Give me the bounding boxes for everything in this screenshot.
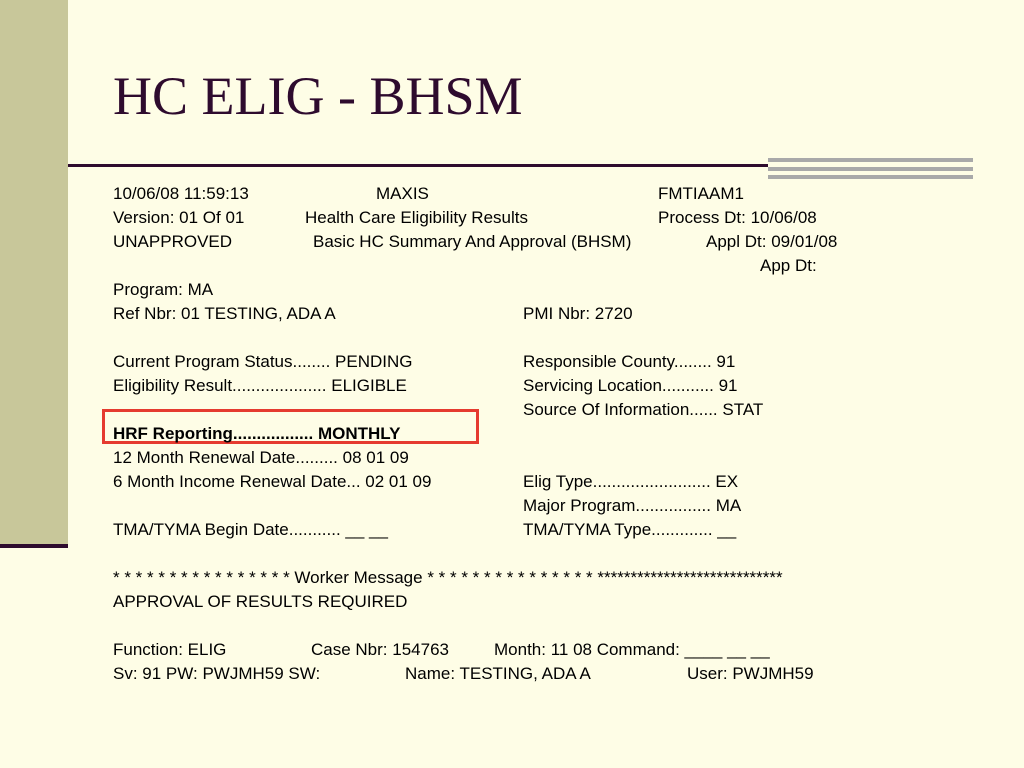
elig-type: Elig Type......................... EX (523, 472, 739, 491)
screen-row-blank-2 (113, 542, 993, 566)
screen-row-program (113, 278, 993, 302)
screen-row-tma (113, 518, 993, 542)
screen-row-hrf (113, 422, 993, 446)
current-program-status: Current Program Status........ PENDING (113, 352, 413, 371)
tma-begin-date: TMA/TYMA Begin Date........... __ __ (113, 520, 388, 539)
major-program: Major Program................ MA (523, 496, 742, 515)
worker-message-header: * * * * * * * * * * * * * * * * Worker Message * * * * * * * * * * * * * * * **************************** (113, 568, 783, 587)
screen-row-6-month-renewal (113, 470, 993, 494)
maxis-screen-text (113, 182, 993, 686)
income-renewal-date-6-month: 6 Month Income Renewal Date... 02 01 09 (113, 472, 432, 491)
process-date: Process Dt: 10/06/08 (658, 208, 817, 227)
screen-row-source (113, 398, 993, 422)
renewal-date-12-month: 12 Month Renewal Date......... 08 01 09 (113, 448, 409, 467)
version: Version: 01 Of 01 (113, 208, 245, 227)
appl-date: Appl Dt: 09/01/08 (706, 232, 838, 251)
screen-id: FMTIAAM1 (658, 184, 744, 203)
case-number: Case Nbr: 154763 (311, 640, 449, 659)
eligibility-result: Eligibility Result.................... ELIGIBLE (113, 376, 407, 395)
accent-bar-bottom (768, 175, 973, 179)
accent-bar-middle (768, 167, 973, 171)
month-command: Month: 11 08 Command: ____ __ __ (494, 640, 770, 659)
screen-row-function (113, 638, 993, 662)
screen-title: Health Care Eligibility Results (305, 208, 528, 227)
hrf-reporting: HRF Reporting................. MONTHLY (113, 424, 401, 443)
screen-row-footer (113, 662, 993, 686)
screen-row-blank (113, 326, 993, 350)
screen-row-ref (113, 302, 993, 326)
screen-row-eligibility (113, 374, 993, 398)
responsible-county: Responsible County........ 91 (523, 352, 736, 371)
accent-bar-top (768, 158, 973, 162)
screen-row-blank-3 (113, 614, 993, 638)
function-field: Function: ELIG (113, 640, 227, 659)
screen-row-program-status (113, 350, 993, 374)
pmi-number: PMI Nbr: 2720 (523, 304, 633, 323)
left-sidebar-bar (0, 0, 68, 548)
approval-status: UNAPPROVED (113, 232, 233, 251)
title-divider (68, 164, 768, 167)
tma-type: TMA/TYMA Type............. __ (523, 520, 737, 539)
worker-message: APPROVAL OF RESULTS REQUIRED (113, 592, 408, 611)
screen-row-status (113, 230, 993, 254)
source-of-information: Source Of Information...... STAT (523, 400, 764, 419)
date-time: 10/06/08 11:59:13 (113, 184, 249, 203)
program: Program: MA (113, 280, 214, 299)
screen-row-worker-header (113, 566, 993, 590)
screen-row-header (113, 182, 993, 206)
slide-title: HC ELIG - BHSM (113, 66, 523, 126)
system-name: MAXIS (376, 184, 429, 203)
screen-row-major-program (113, 494, 993, 518)
screen-row-12-month-renewal (113, 446, 993, 470)
name-field: Name: TESTING, ADA A (405, 664, 591, 683)
screen-subtitle: Basic HC Summary And Approval (BHSM) (313, 232, 632, 251)
screen-row-worker-message (113, 590, 993, 614)
user-field: User: PWJMH59 (687, 664, 814, 683)
ref-number: Ref Nbr: 01 TESTING, ADA A (113, 304, 336, 323)
servicing-location: Servicing Location........... 91 (523, 376, 738, 395)
screen-row-version (113, 206, 993, 230)
screen-row-app-date (113, 254, 993, 278)
app-date: App Dt: (760, 256, 817, 275)
sidebar-divider-line (0, 544, 68, 548)
sv-pw-sw: Sv: 91 PW: PWJMH59 SW: (113, 664, 321, 683)
